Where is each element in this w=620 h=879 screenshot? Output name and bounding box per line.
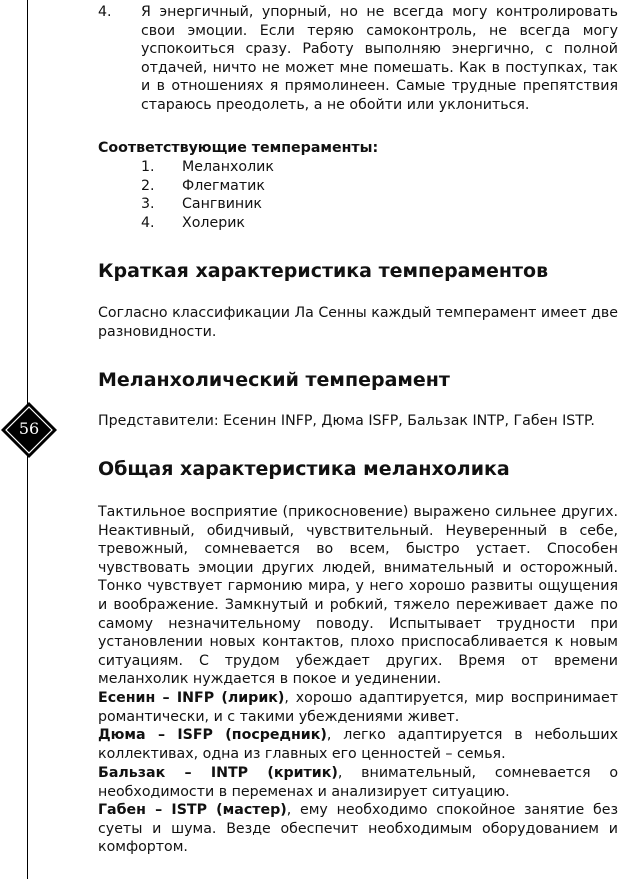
list-item-number: 1.: [141, 159, 155, 175]
list-item-number: 3.: [141, 196, 155, 213]
list-item-label: Меланхолик: [182, 159, 274, 175]
list-item-number: 4.: [98, 4, 112, 20]
page-number-badge: [0, 401, 58, 459]
page-number: 56: [18, 419, 40, 438]
section-text: Представители: Есенин INFP, Дюма ISFP, Бальзак INTP, Габен ISTP.: [98, 413, 595, 429]
list-item-label: Флегматик: [182, 177, 265, 194]
type-paragraph-gaben: [98, 801, 618, 857]
type-text: , ему необходимо спокойное занятие без суеты и шума. Везде обеспечит необходимым оборудованием и комфортом.: [98, 802, 618, 856]
type-name: Габен – ISTP (мастер): [98, 802, 287, 818]
list-item-label: Холерик: [182, 214, 245, 231]
type-name: Бальзак – INTP (критик): [98, 765, 338, 781]
type-text: , хорошо адаптируется, мир воспринимает романтически, и с такими убеждениями живет.: [98, 690, 618, 725]
list-item-number: 4.: [141, 214, 155, 231]
intro-paragraph: [98, 503, 618, 689]
section-title: Краткая характеристика темпераментов: [98, 260, 549, 282]
paragraph-text: Тактильное восприятие (прикосновение) выражено сильнее других. Неактивный, обидчивый, чувствительный. Неуверенный в себе, тревожный, сомневается во всем, быстро устает. Способен чувствовать эмоции других людей, внимательный и осторожный. Тонко чувствует гармонию мира, у него хорошо развиты ощущения и воображение. Замкнутый и робкий, тяжело переживает даже по самому незначительному поводу. Испытывает трудности при установлении новых контактов, плохо приспосабливается к новым ситуациям. С трудом убеждает других. Время от времени меланхолик нуждается в покое и уединении.: [98, 504, 618, 688]
type-paragraph-esenin: [98, 689, 618, 726]
list-item-text: Я энергичный, упорный, но не всегда могу контролировать свои эмоции. Если теряю самоконтроль, не всегда могу успокоиться сразу. Работу выполняю энергично, с полной отдачей, ничто не может мне помешать. Как в поступках, так и в отношениях я прямолинеен. Самые трудные препятствия стараюсь преодолеть, а не обойти или уклониться.: [141, 4, 618, 113]
temperaments-heading: Соответствующие темпераменты:: [98, 140, 379, 156]
section-text: [98, 304, 618, 341]
type-text: , легко адаптируется в небольших коллективах, одна из главных его ценностей – семья.: [98, 727, 619, 762]
list-item-label: Сангвиник: [182, 196, 262, 213]
list-item-number: 2.: [141, 177, 155, 194]
section-title: Меланхолический темперамент: [98, 369, 450, 391]
type-paragraph-balzak: [98, 764, 618, 801]
type-text: , внимательный, сомневается о необходимости в переменах и анализирует ситуацию.: [98, 765, 618, 800]
type-name: Есенин – INFP (лирик): [98, 690, 285, 706]
section-title: Общая характеристика меланхолика: [98, 458, 510, 480]
type-paragraph-dyuma: [98, 726, 618, 763]
type-name: Дюма – ISFP (посредник): [98, 727, 327, 743]
section-paragraph: Согласно классификации Ла Сенны каждый темперамент имеет две разновидности.: [98, 305, 618, 340]
